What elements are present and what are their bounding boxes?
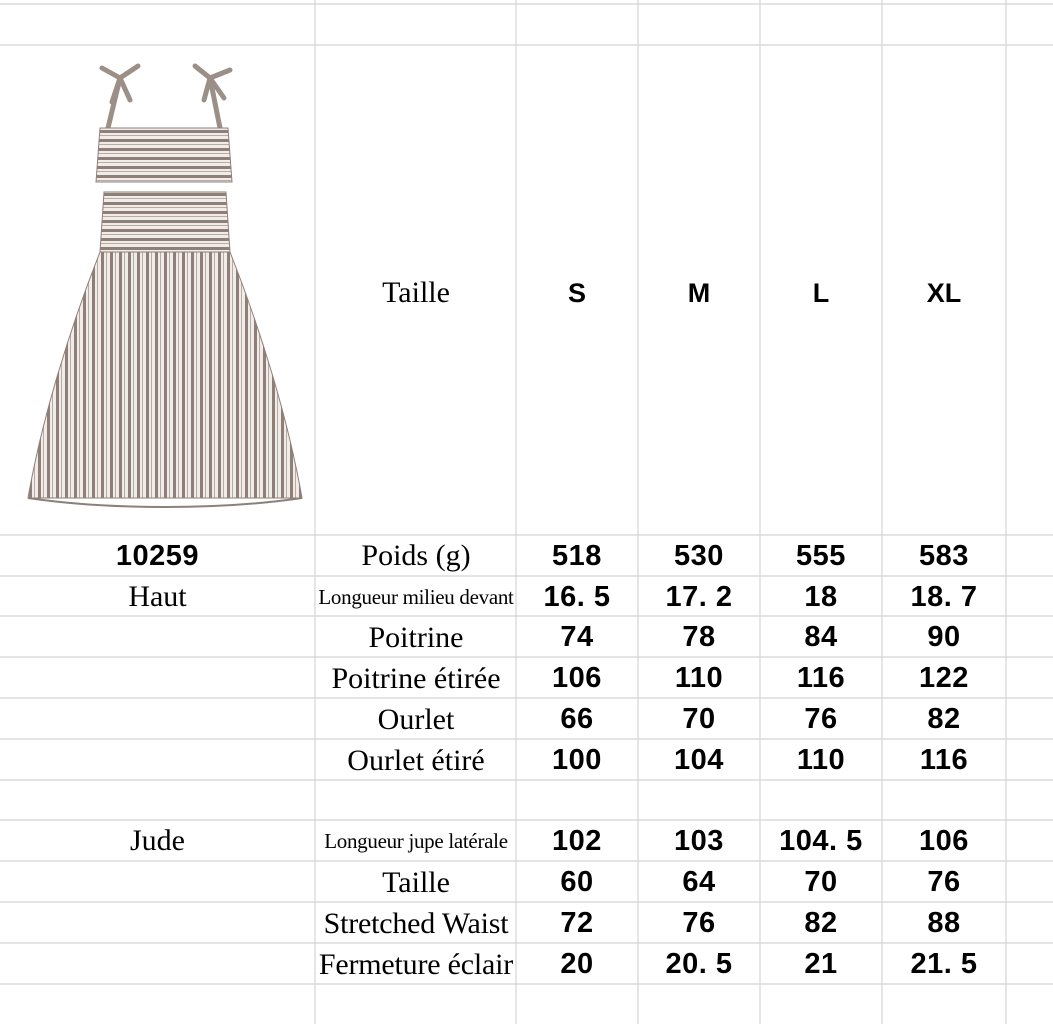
table-cell: 102 — [552, 824, 602, 857]
row-label-stretched-waist: Stretched Waist — [323, 906, 509, 940]
table-cell: 17. 2 — [665, 580, 733, 613]
striped-top-and-skirt-set-icon — [20, 58, 310, 518]
table-cell: 106 — [552, 662, 602, 694]
row-label-bust: Poitrine — [368, 620, 464, 654]
table-cell: 104. 5 — [779, 824, 863, 857]
product-code: 10259 — [115, 539, 200, 572]
table-cell: 88 — [927, 907, 961, 939]
row-label-weight: Poids (g) — [361, 539, 471, 572]
table-cell: 66 — [560, 703, 594, 735]
weight-l: 555 — [796, 539, 846, 572]
size-header-xl: XL — [926, 277, 962, 308]
weight-s: 518 — [552, 539, 602, 572]
table-cell: 110 — [796, 744, 846, 776]
row-label-skirt-side-length: Longueur jupe latérale — [324, 828, 508, 853]
size-header-m: M — [687, 277, 711, 308]
row-label-zipper: Fermeture éclair — [318, 947, 514, 981]
section-title-skirt: Jude — [130, 824, 185, 857]
table-cell: 116 — [919, 744, 969, 776]
table-cell: 103 — [674, 824, 724, 857]
table-cell: 116 — [796, 662, 846, 694]
table-cell: 110 — [674, 662, 724, 694]
table-cell: 104 — [674, 744, 724, 776]
size-header-label: Taille — [382, 276, 450, 309]
table-cell: 122 — [919, 662, 969, 694]
table-cell: 100 — [552, 744, 602, 776]
table-cell: 16. 5 — [543, 580, 611, 613]
table-cell: 18. 7 — [910, 580, 978, 613]
table-cell: 70 — [682, 703, 716, 735]
table-cell: 70 — [804, 866, 838, 898]
table-cell: 21 — [804, 948, 838, 980]
size-header-l: L — [812, 277, 830, 308]
row-label-bust-stretched: Poitrine étirée — [331, 661, 501, 695]
table-cell: 20 — [560, 948, 594, 980]
table-cell: 64 — [682, 866, 716, 898]
section-title-top: Haut — [128, 580, 187, 613]
table-cell: 72 — [560, 907, 594, 939]
table-cell: 82 — [804, 907, 838, 939]
table-cell: 84 — [804, 621, 838, 653]
table-cell: 20. 5 — [665, 948, 733, 980]
table-cell: 21. 5 — [910, 948, 978, 980]
row-label-hem-stretched: Ourlet étiré — [347, 743, 485, 777]
table-cell: 76 — [927, 866, 961, 898]
table-cell: 78 — [682, 621, 716, 653]
table-cell: 76 — [682, 907, 716, 939]
weight-xl: 583 — [919, 539, 969, 572]
row-label-front-length: Longueur milieu devant — [318, 584, 514, 609]
row-label-hem: Ourlet — [377, 702, 455, 736]
table-cell: 82 — [927, 703, 961, 735]
table-cell: 106 — [919, 824, 969, 857]
table-cell: 76 — [804, 703, 838, 735]
table-cell: 18 — [804, 580, 838, 613]
table-cell: 90 — [927, 621, 961, 653]
size-header-s: S — [567, 277, 586, 308]
row-label-waist: Taille — [382, 865, 450, 899]
table-cell: 60 — [560, 866, 594, 898]
weight-m: 530 — [674, 539, 724, 572]
table-cell: 74 — [560, 621, 594, 653]
